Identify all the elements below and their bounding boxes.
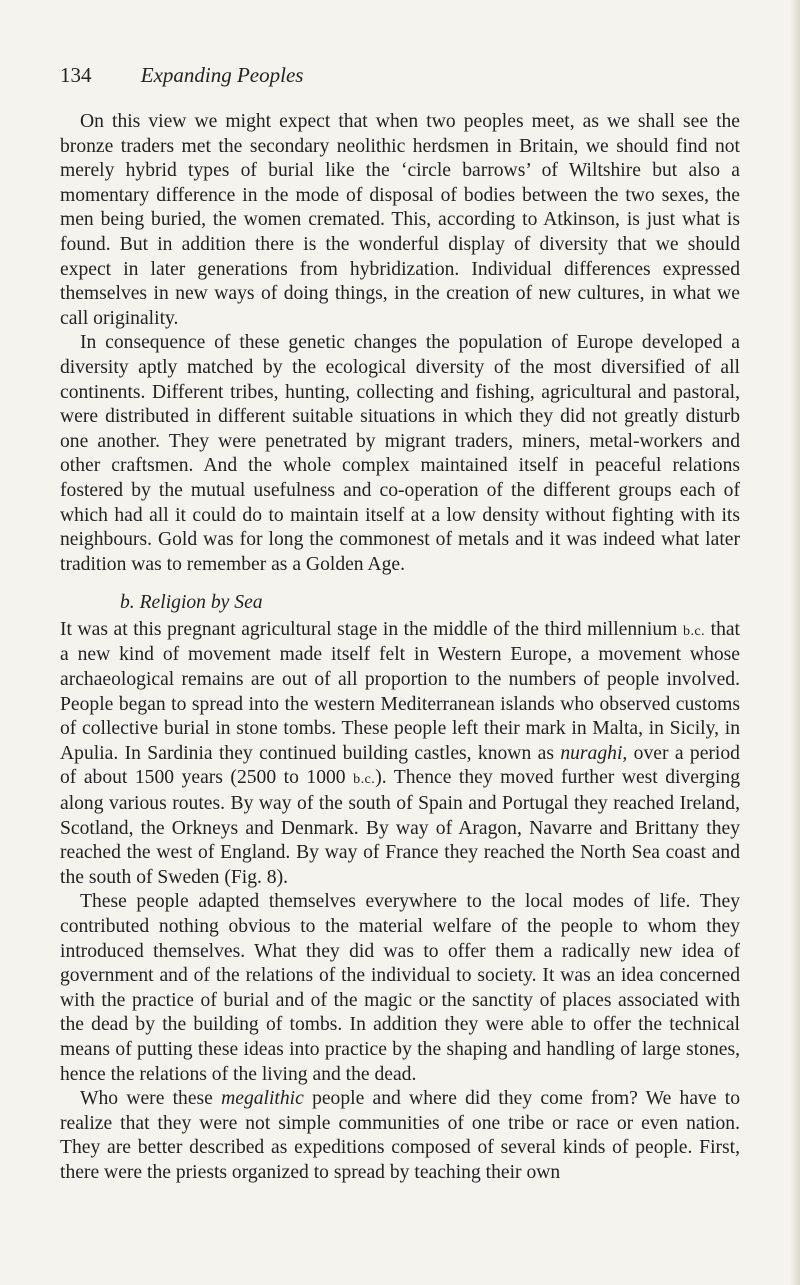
section-heading: b. Religion by Sea <box>120 592 263 614</box>
body-text <box>60 110 740 1186</box>
text-run: people and where did they come from? We have to realize that they were not simple communities of one tribe or race or even nation. They are better described as expeditions composed of several kinds of people. First, there were the priests organized to spread by teaching their own <box>60 1088 740 1183</box>
italic-term: nuraghi, <box>560 742 628 764</box>
paragraph <box>60 1087 740 1185</box>
running-head <box>60 62 303 88</box>
paragraph: These people adapted themselves everywhere to the local modes of life. They contributed nothing obvious to the material welfare of the people to whom they introduced themselves. What they did was to offer them a radically new idea of government and of the relations of the individual to society. It was an idea concerned with the practice of burial and of the magic or the sanctity of places associated with the dead by the building of tombs. In addition they were able to offer the technical means of putting these ideas into practice by the shaping and handling of large stones, hence the relations of the living and the dead. <box>60 891 740 1085</box>
text-run: that a new kind of movement made itself felt in Western Europe, a movement whose archaeological remains are out of all proportion to the numbers of people involved. People began to spread into the western Mediterranean islands who observed customs of collective burial in stone tombs. These people left their mark in Malta, in Sicily, in Apulia. In Sardinia they continued building castles, known as <box>60 618 741 764</box>
text-run: over a period of about 1500 years (2500 to 1000 <box>60 742 740 789</box>
text-run: ). Thence they moved further west diverging along various routes. By way of the south of Spain and Portugal they reached Ireland, Scotland, the Orkneys and Denmark. By way of Aragon, Navarre and Brittany they reached the west of England. By way of France they reached the North Sea coast and the south of Sweden (Fig. 8). <box>60 767 740 888</box>
paragraph: In consequence of these genetic changes the population of Europe developed a diversity aptly matched by the ecological diversity of the most diversified of all continents. Different tribes, hunting, collecting and fishing, agricultural and pastoral, were distributed in different suitable situations in which they did not greatly disturb one another. They were penetrated by migrant traders, miners, metal-workers and other craftsmen. And the whole complex maintained itself in peaceful relations fostered by the mutual usefulness and co-operation of the different groups each of which had all it could do to maintain itself at a low density without fighting with its neighbours. Gold was for long the commonest of metals and it was indeed what later tradition was to remember as a Golden Age. <box>60 332 740 575</box>
page-number: 134 <box>60 63 92 87</box>
paragraph <box>60 618 740 891</box>
text-run: Who were these <box>80 1088 213 1110</box>
era-abbreviation: b.c. <box>353 771 376 788</box>
era-abbreviation: b.c. <box>682 622 706 639</box>
page-edge-shadow <box>790 0 800 1285</box>
text-run: It was at this pregnant agricultural stage in the middle of the third millennium <box>60 618 678 640</box>
paragraph: On this view we might expect that when two peoples meet, as we shall see the bronze traders met the secondary neolithic herdsmen in Britain, we should find not merely hybrid types of burial like the ‘circle barrows’ of Wiltshire but also a momentary difference in the mode of disposal of bodies between the two sexes, the men being buried, the women cremated. This, according to Atkinson, is just what is found. But in addition there is the wonderful display of diversity that we should expect in later generations from hybridization. Individual differences expressed themselves in new ways of doing things, in the creation of new cultures, in what we call originality. <box>60 111 740 329</box>
running-title: Expanding Peoples <box>140 63 304 87</box>
italic-term: megalithic <box>221 1088 304 1110</box>
